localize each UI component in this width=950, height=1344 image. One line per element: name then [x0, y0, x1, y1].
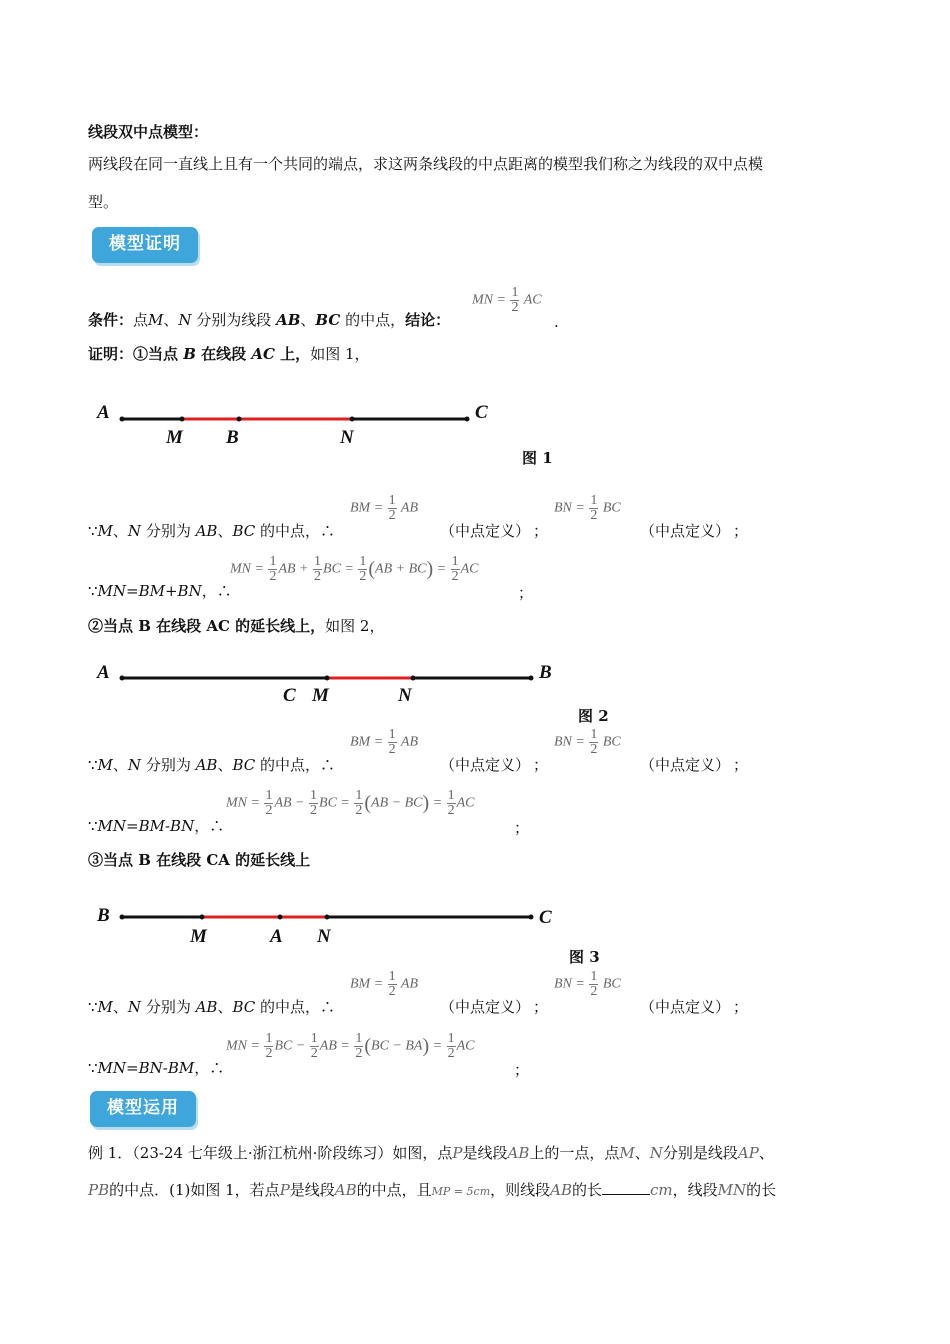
separator: 、 [112, 998, 128, 1016]
formula-bm-half-ab [350, 970, 418, 999]
proof-case3-head: ③当点 B 在线段 CA 的延长线上 [88, 851, 311, 869]
definition-note: （中点定义） [640, 998, 731, 1016]
paren-open: ( [364, 1035, 372, 1057]
semicolon: ； [533, 998, 549, 1016]
text: 的中点， [255, 756, 321, 774]
numerator: 1 [265, 788, 273, 803]
condition-text: 点 [133, 311, 149, 329]
denominator: 2 [388, 742, 396, 757]
label-c: C [475, 402, 488, 423]
denominator: 2 [447, 803, 455, 818]
denominator: 2 [314, 569, 322, 584]
semicolon: ； [733, 522, 749, 540]
segment-ab: AB [334, 1181, 357, 1199]
proof-text: 上， [274, 345, 311, 363]
definition-note: （中点定义） [440, 998, 531, 1016]
model-apply-badge: 模型运用 [90, 1091, 196, 1127]
label-m: M [166, 427, 183, 448]
fraction [310, 1032, 319, 1061]
denominator: 2 [310, 803, 318, 818]
numerator: 1 [511, 285, 519, 300]
label-b: B [226, 427, 239, 448]
semicolon: ； [733, 998, 749, 1016]
point-dot [325, 915, 330, 920]
because-symbol: ∵ [88, 582, 98, 600]
because-symbol: ∵ [88, 998, 98, 1016]
model-proof-badge: 模型证明 [92, 227, 198, 263]
label-b: B [97, 905, 110, 926]
point-m: M [148, 311, 164, 329]
section-title: 线段双中点模型： [88, 123, 209, 141]
label-n: N [340, 427, 354, 448]
definition-note: （中点定义） [440, 522, 531, 540]
point-b: B [183, 345, 196, 363]
case3-equation-line [88, 1058, 224, 1078]
formula-lhs: MN = [230, 561, 264, 577]
point-p: P [279, 1181, 290, 1199]
text: 例 1．（23-24 七年级上·浙江杭州·阶段练习）如图，点 [88, 1144, 453, 1162]
segment-bc: BC [315, 311, 341, 329]
segment-ab: AB [276, 311, 301, 329]
label-m: M [190, 926, 207, 947]
numerator: 1 [388, 969, 396, 984]
denominator: 2 [590, 742, 598, 757]
fraction [264, 1032, 273, 1061]
formula-lhs: BM = [350, 500, 384, 516]
segment-pb: PB [88, 1181, 110, 1199]
text: 分别为 [141, 522, 196, 540]
denominator: 2 [451, 569, 459, 584]
label-n: N [317, 926, 331, 947]
equals: = [432, 795, 443, 811]
numerator: 1 [314, 554, 322, 569]
formula-rhs: BC [602, 976, 621, 992]
segment-ab: AB [507, 1144, 530, 1162]
formula-lhs: MN = [226, 795, 260, 811]
term: AB − BC [371, 795, 423, 811]
text: 的长 [572, 1181, 603, 1199]
denominator: 2 [447, 1046, 455, 1061]
formula-lhs: MN = [472, 292, 506, 308]
formula-lhs: BN = [554, 976, 585, 992]
denominator: 2 [265, 803, 273, 818]
semicolon: ； [518, 584, 534, 602]
point-dot [529, 915, 534, 920]
denominator: 2 [265, 1046, 273, 1061]
formula-rhs: AB [400, 500, 419, 516]
text: 是线段 [462, 1144, 508, 1162]
paren-open: ( [364, 792, 372, 814]
semicolon: ； [533, 756, 549, 774]
given-value: MP = 5cm [431, 1185, 491, 1198]
point-m: M [97, 522, 113, 540]
figure-2-caption: 图 2 [578, 707, 609, 725]
figure-ref: 如图 2， [325, 617, 385, 635]
case3-because-line [88, 997, 335, 1017]
numerator: 1 [269, 554, 277, 569]
fraction [354, 1032, 363, 1061]
condition-text: 的中点， [340, 311, 406, 329]
separator: 、 [163, 311, 179, 329]
point-n: N [127, 756, 142, 774]
figure-ref: 如图 1， [310, 345, 370, 363]
separator: 、 [112, 522, 128, 540]
formula-rhs: AC [523, 292, 542, 308]
formula-case3 [226, 1032, 475, 1061]
segment-bc: BC [232, 756, 256, 774]
semicolon: ； [514, 819, 530, 837]
text: ，线段 [672, 1181, 718, 1199]
term: AB + [278, 561, 309, 577]
separator: 、 [758, 1144, 774, 1162]
numerator: 1 [359, 554, 367, 569]
numerator: 1 [265, 1031, 273, 1046]
equation: MN=BN-BM [97, 1059, 195, 1077]
point-n: N [127, 998, 142, 1016]
text: 分别为 [141, 756, 196, 774]
term: AB − [274, 795, 305, 811]
intro-text-line2: 型。 [88, 193, 119, 211]
separator: 、 [217, 756, 233, 774]
point-m: M [97, 756, 113, 774]
term: BC − [274, 1038, 306, 1054]
label-n: N [398, 685, 412, 706]
definition-note: （中点定义） [640, 756, 731, 774]
formula-lhs: BM = [350, 734, 384, 750]
formula-lhs: BM = [350, 976, 384, 992]
segment-ab: AB [550, 1181, 573, 1199]
formula-lhs: BN = [554, 500, 585, 516]
denominator: 2 [359, 569, 367, 584]
semicolon: ； [514, 1061, 530, 1079]
label-a: A [97, 402, 110, 423]
text: 的中点，且 [356, 1181, 432, 1199]
because-symbol: ∵ [88, 756, 98, 774]
text: 的长 [746, 1181, 777, 1199]
denominator: 2 [269, 569, 277, 584]
term: BC = [323, 561, 354, 577]
term: AC [456, 795, 475, 811]
numerator: 1 [590, 969, 598, 984]
segment-ab: AB [195, 522, 218, 540]
denominator: 2 [590, 984, 598, 999]
intro-text-line1: 两线段在同一直线上且有一个共同的端点，求这两条线段的中点距离的模型我们称之为线段的双中点模 [88, 155, 764, 173]
segment-ac: AC [251, 345, 275, 363]
unit: cm [650, 1181, 673, 1199]
therefore-symbol: ∴ [320, 998, 336, 1016]
denominator: 2 [355, 1046, 363, 1061]
formula-rhs: AB [400, 734, 419, 750]
point-n: N [178, 311, 192, 329]
label-c: C [283, 685, 296, 706]
formula-rhs: BC [602, 500, 621, 516]
separator: 、 [217, 522, 233, 540]
point-n: N [649, 1144, 663, 1162]
case-head: ②当点 B 在线段 AC 的延长线上， [88, 617, 326, 635]
numerator: 1 [451, 554, 459, 569]
segment-ab: AB [195, 756, 218, 774]
segment-ap: AP [737, 1144, 759, 1162]
term: AC [456, 1038, 475, 1054]
text: 的中点．(1)如图 1，若点 [109, 1181, 280, 1199]
numerator: 1 [310, 1031, 318, 1046]
paren-close: ) [422, 1035, 430, 1057]
denominator: 2 [388, 508, 396, 523]
point-dot [200, 915, 205, 920]
term: AB = [319, 1038, 350, 1054]
answer-blank[interactable] [602, 1180, 650, 1195]
segment-ab: AB [195, 998, 218, 1016]
equation: MN=BM-BN [97, 817, 195, 835]
numerator: 1 [447, 1031, 455, 1046]
label-a: A [97, 662, 110, 683]
term: BC − BA [371, 1038, 423, 1054]
segment-bc: BC [232, 522, 256, 540]
separator: 、 [112, 756, 128, 774]
because-symbol: ∵ [88, 522, 98, 540]
text: 分别为 [141, 998, 196, 1016]
formula-lhs: BN = [554, 734, 585, 750]
text: 的中点， [255, 998, 321, 1016]
fraction [388, 970, 397, 999]
text: ，则线段 [490, 1181, 551, 1199]
fraction [447, 1032, 456, 1061]
label-b: B [539, 662, 552, 683]
point-m: M [97, 998, 113, 1016]
because-symbol: ∵ [88, 817, 98, 835]
formula-lhs: MN = [226, 1038, 260, 1054]
point-m: M [619, 1144, 635, 1162]
denominator: 2 [355, 803, 363, 818]
numerator: 1 [355, 1031, 363, 1046]
semicolon: ； [533, 522, 549, 540]
definition-note: （中点定义） [640, 522, 731, 540]
fraction [589, 970, 598, 999]
proof-label: 证明：①当点 [88, 345, 184, 363]
period: . [554, 313, 559, 331]
figure-3-caption: 图 3 [569, 948, 600, 966]
paren-close: ) [422, 792, 430, 814]
example-line1 [88, 1143, 774, 1163]
separator: 、 [217, 998, 233, 1016]
semicolon: ； [733, 756, 749, 774]
label-a: A [270, 926, 283, 947]
equals: = [432, 1038, 443, 1054]
definition-note: （中点定义） [440, 756, 531, 774]
segment-mn: MN [717, 1181, 747, 1199]
point-p: P [452, 1144, 463, 1162]
formula-rhs: BC [602, 734, 621, 750]
point-n: N [127, 522, 142, 540]
condition-label: 条件： [88, 311, 134, 329]
therefore-symbol: ∴ [320, 756, 336, 774]
point-dot [278, 915, 283, 920]
term: AC [460, 561, 479, 577]
separator: 、 [300, 311, 316, 329]
denominator: 2 [590, 508, 598, 523]
therefore-symbol: ，∴ [194, 817, 225, 835]
term: BC = [319, 795, 350, 811]
equals: = [436, 561, 447, 577]
therefore-symbol: ∴ [320, 522, 336, 540]
conclusion-label: 结论： [405, 311, 451, 329]
paren-open: ( [368, 558, 376, 580]
denominator: 2 [511, 300, 519, 315]
numerator: 1 [388, 727, 396, 742]
text: 的中点， [255, 522, 321, 540]
text: 分别是线段 [662, 1144, 738, 1162]
label-m: M [312, 685, 329, 706]
text: 是线段 [289, 1181, 335, 1199]
because-symbol: ∵ [88, 1059, 98, 1077]
therefore-symbol: ，∴ [194, 1059, 225, 1077]
example-line2 [88, 1180, 776, 1202]
figure-1-caption: 图 1 [522, 449, 553, 467]
term: AB + BC [375, 561, 427, 577]
therefore-symbol: ，∴ [201, 582, 232, 600]
numerator: 1 [590, 727, 598, 742]
separator: 、 [634, 1144, 650, 1162]
equation: MN=BM+BN [97, 582, 202, 600]
proof-text: 在线段 [195, 345, 252, 363]
condition-text: 分别为线段 [191, 311, 277, 329]
formula-rhs: AB [400, 976, 419, 992]
denominator: 2 [310, 1046, 318, 1061]
segment-bc: BC [232, 998, 256, 1016]
point-dot [120, 915, 125, 920]
denominator: 2 [388, 984, 396, 999]
paren-close: ) [426, 558, 434, 580]
text: 上的一点，点 [529, 1144, 620, 1162]
formula-bn-half-bc [554, 970, 621, 999]
numerator: 1 [590, 493, 598, 508]
numerator: 1 [388, 493, 396, 508]
numerator: 1 [355, 788, 363, 803]
numerator: 1 [447, 788, 455, 803]
label-c: C [539, 907, 552, 928]
numerator: 1 [310, 788, 318, 803]
